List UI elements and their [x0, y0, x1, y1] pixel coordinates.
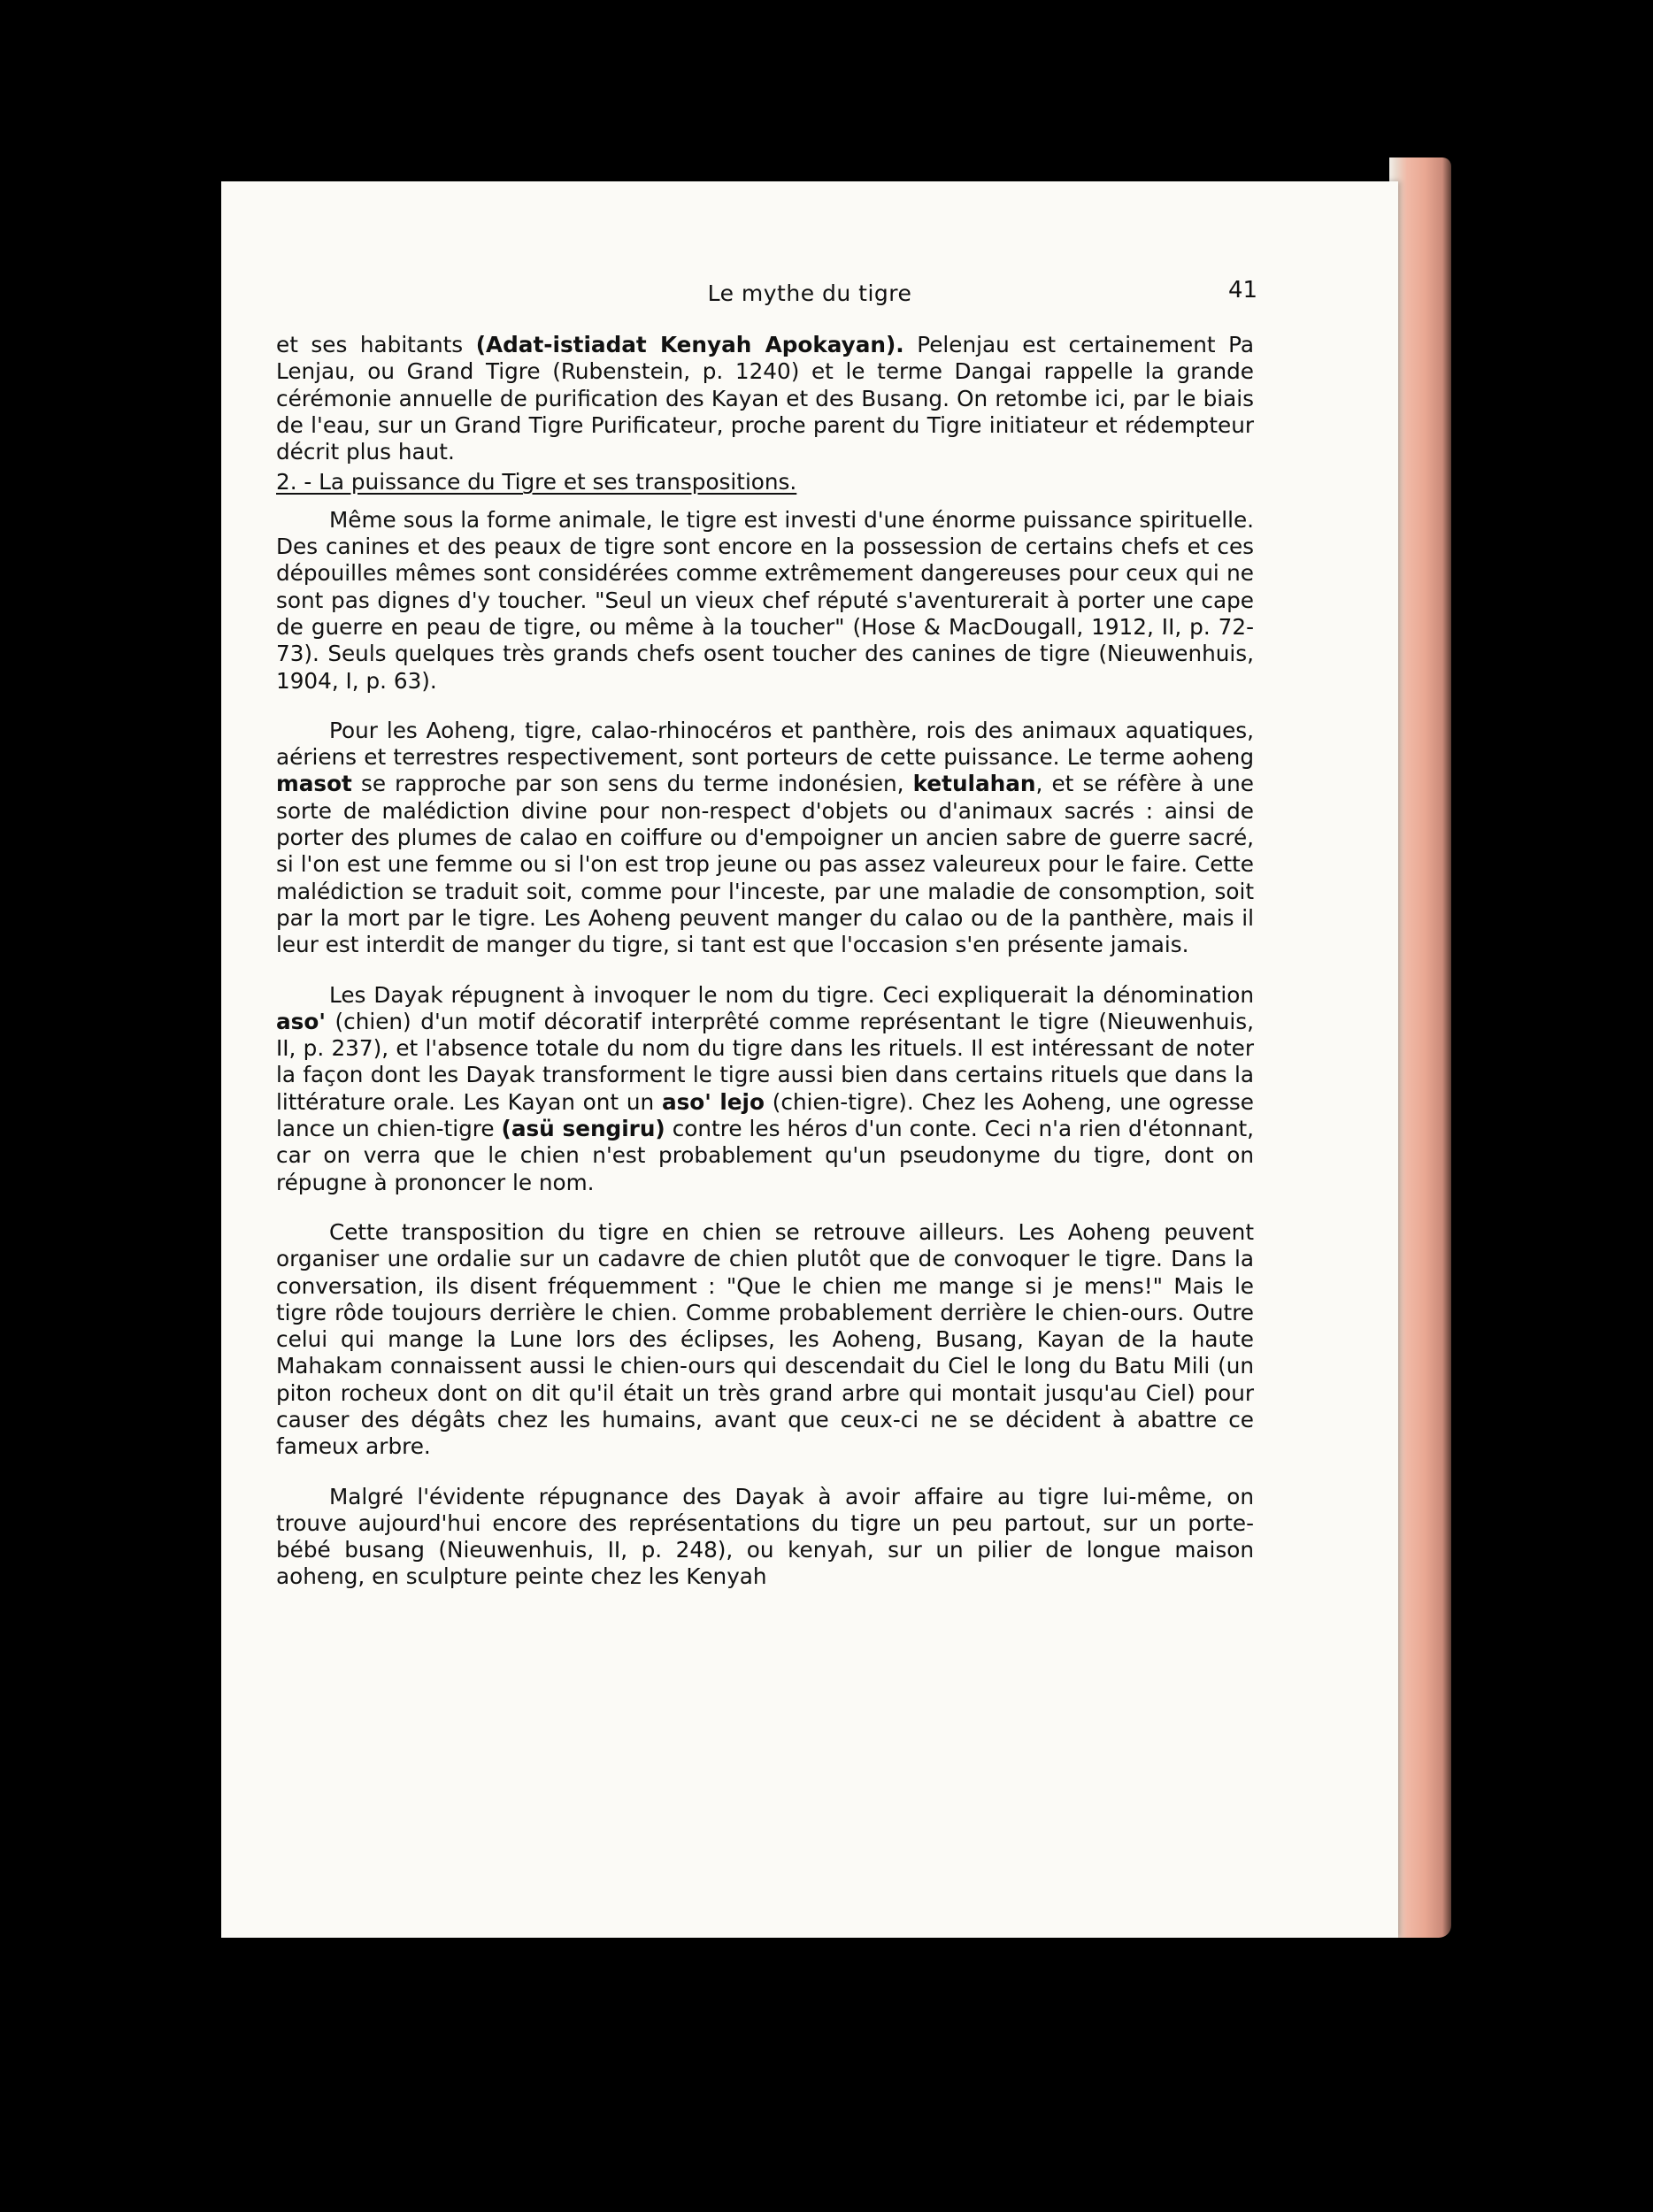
term-aso: aso': [276, 1008, 326, 1034]
paragraph-2: Même sous la forme animale, le tigre est investi d'une énorme puissance spirituelle. Des canines et des peaux de tigre sont encore en la possession de certains chefs et ces dépouilles mêmes sont considérées comme extrêmement dangereuses pour ceux qui ne sont pas dignes d'y toucher. "Seul un vieux chef réputé s'aventurerait à porter une cape de guerre en peau de tigre, ou même à la toucher" (Hose & MacDougall, 1912, II, p. 72-73). Seuls quelques très grands chefs osent toucher des canines de tigre (Nieuwenhuis, 1904, I, p. 63).: [276, 506, 1254, 694]
paragraph-1-text-a: et ses habitants: [276, 332, 476, 357]
paragraph-6: Malgré l'évidente répugnance des Dayak à avoir affaire au tigre lui-même, on trouve aujourd'hui encore des représentations du tigre un peu partout, sur un porte-bébé busang (Nieuwenhuis, II, p. 248), ou kenyah, sur un pilier de longue maison aoheng, en sculpture peinte chez les Kenyah: [276, 1483, 1254, 1590]
term-masot: masot: [276, 771, 352, 797]
paragraph-3: [276, 718, 1254, 959]
section-heading: 2. - La puissance du Tigre et ses transpositions.: [276, 469, 797, 495]
paragraph-1: [276, 332, 1254, 465]
paragraph-3-text-a: Pour les Aoheng, tigre, calao-rhinocéros et panthère, rois des animaux aquatiques, aériens et terrestres respectivement, sont porteurs de cette puissance. Le terme aoheng: [276, 717, 1254, 771]
paragraph-4: [276, 982, 1254, 1196]
book-page: [221, 181, 1398, 1938]
paragraph-4-text-d: (chien-tigre). Chez les Aoheng, une ogresse lance un chien-tigre: [276, 1088, 1254, 1142]
paragraph-4-text-a: Les Dayak répugnent à invoquer le nom du tigre. Ceci expliquerait la dénomination: [329, 981, 1254, 1008]
term-ketulahan: ketulahan: [912, 771, 1036, 797]
running-title: Le mythe du tigre: [707, 280, 912, 306]
book-page-edges: [1389, 157, 1451, 1938]
paragraph-4-text-c: (chien) d'un motif décoratif interprêté comme représentant le tigre (Nieuwenhuis, II, p. 237), et l'absence totale du nom du tigre dans les rituels. Il est intéressant de noter la façon dont les Dayak transforment le tigre aussi bien dans certains rituels que dans la littérature orale. Les Kayan ont un: [276, 1008, 1254, 1115]
page-number: 41: [1228, 277, 1258, 303]
body-text: [276, 332, 1254, 1591]
term-asu-sengiru: (asü sengiru): [501, 1116, 665, 1142]
paragraph-3-text-d: , et se réfère à une sorte de malédiction divine pour non-respect d'objets ou d'animaux sacrés : ainsi de porter des plumes de calao en coiffure ou d'empoigner un ancien sabre de guerre sacré, si l'on est une femme ou si l'on est trop jeune ou pas assez valeureux pour le faire. Cette malédiction se traduit soit, comme pour l'inceste, par une maladie de consomption, soit par la mort par le tigre. Les Aoheng peuvent manger du calao ou de la panthère, mais il leur est interdit de manger du tigre, si tant est que l'occasion s'en présente jamais.: [276, 771, 1254, 958]
paragraph-1-text-c: Pelenjau est certainement Pa Lenjau, ou Grand Tigre (Rubenstein, p. 1240) et le terme Dangai rappelle la grande cérémonie annuelle de purification des Kayan et des Busang. On retombe ici, par le biais de l'eau, sur un Grand Tigre Purificateur, proche parent du Tigre initiateur et rédempteur décrit plus haut.: [276, 332, 1254, 465]
paragraph-4-text-e: contre les héros d'un conte. Ceci n'a rien d'étonnant, car on verra que le chien n'est probablement qu'un pseudonyme du tigre, dont on répugne à prononcer le nom.: [276, 1116, 1254, 1195]
term-aso-lejo: aso' lejo: [661, 1088, 765, 1115]
paragraph-3-text-c: se rapproche par son sens du terme indonésien,: [351, 771, 913, 797]
paragraph-5: Cette transposition du tigre en chien se retrouve ailleurs. Les Aoheng peuvent organiser une ordalie sur un cadavre de chien plutôt que de convoquer le tigre. Dans la conversation, ils disent fréquemment : "Que le chien me mange si je mens!" Mais le tigre rôde toujours derrière le chien. Comme probablement derrière le chien-ours. Outre celui qui mange la Lune lors des éclipses, les Aoheng, Busang, Kayan de la haute Mahakam connaissent aussi le chien-ours qui descendait du Ciel le long du Batu Mili (un piton rocheux dont on dit qu'il était un très grand arbre qui montait jusqu'au Ciel) pour causer des dégâts chez les humains, avant que ceux-ci ne se décident à abattre ce fameux arbre.: [276, 1218, 1254, 1460]
paragraph-1-bold-term: (Adat-istiadat Kenyah Apokayan).: [475, 332, 904, 357]
